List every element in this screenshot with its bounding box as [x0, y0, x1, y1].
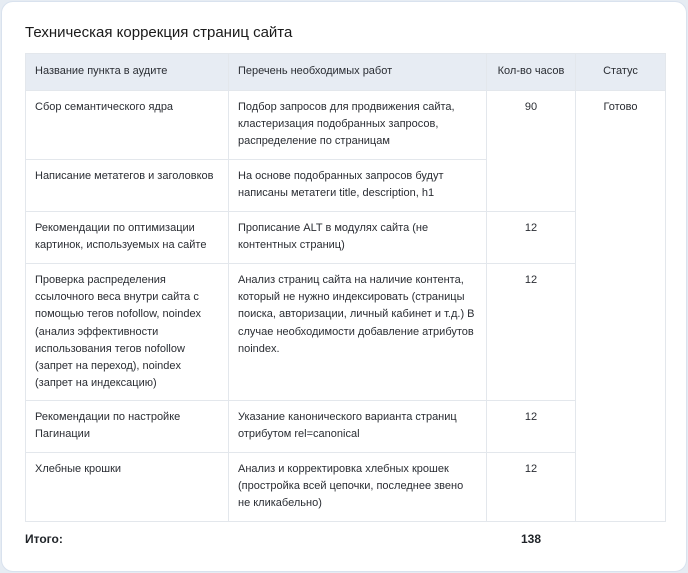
total-label: Итого: — [25, 532, 63, 546]
row-work: Анализ и корректировка хлебных крошек (простройка всей цепочки, последнее звено не кликабельно) — [229, 453, 487, 522]
row-hours: 90 — [487, 91, 576, 212]
table-row — [26, 401, 666, 453]
row-hours: 12 — [487, 264, 576, 401]
row-work: Указание канонического варианта страниц отрибутом rel=canonical — [229, 401, 487, 453]
row-name: Рекомендации по настройке Пагинации — [26, 401, 229, 453]
header-status: Статус — [576, 54, 666, 91]
row-name: Сбор семантического ядра — [26, 91, 229, 160]
header-hours: Кол-во часов — [487, 54, 576, 91]
row-work: На основе подобранных запросов будут написаны метатеги title, description, h1 — [229, 160, 487, 212]
row-work: Прописание ALT в модулях сайта (не контентных страниц) — [229, 212, 487, 264]
audit-card — [1, 1, 687, 572]
header-name: Название пункта в аудите — [26, 54, 229, 91]
row-name: Проверка распределения ссылочного веса внутри сайта с помощью тегов nofollow, noindex (анализ эффективности использования тегов nofollow (запрет на переход), noindex (запрет на индексацию) — [26, 264, 229, 401]
status-cell: Готово — [576, 91, 666, 522]
row-hours: 12 — [487, 401, 576, 453]
table-row — [26, 91, 666, 160]
row-hours: 12 — [487, 212, 576, 264]
audit-table — [25, 53, 666, 522]
row-name: Написание метатегов и заголовков — [26, 160, 229, 212]
header-work: Перечень необходимых работ — [229, 54, 487, 91]
row-name: Хлебные крошки — [26, 453, 229, 522]
table-row — [26, 212, 666, 264]
row-name: Рекомендации по оптимизации картинок, используемых на сайте — [26, 212, 229, 264]
row-work: Подбор запросов для продвижения сайта, кластеризация подобранных запросов, распределение по страницам — [229, 91, 487, 160]
row-work: Анализ страниц сайта на наличие контента, который не нужно индексировать (страницы поиска, авторизации, личный кабинет и т.д.) В случае необходимости добавление атрибутов noindex. — [229, 264, 487, 401]
section-title: Техническая коррекция страниц сайта — [25, 24, 293, 41]
table-header — [26, 54, 666, 91]
row-hours: 12 — [487, 453, 576, 522]
total-value: 138 — [520, 532, 542, 546]
table-row — [26, 453, 666, 522]
table-row — [26, 264, 666, 401]
